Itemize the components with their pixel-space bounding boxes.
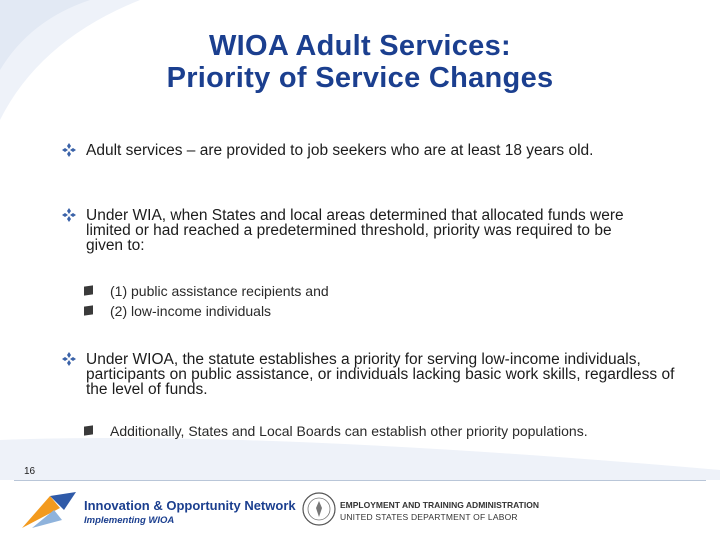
bullet-text: Under WIA, when States and local areas determined that allocated funds were limited or had reached a predetermined threshold, priority was required to be given to:	[86, 207, 624, 254]
square-icon	[84, 425, 93, 435]
sub-bullet-additional-priority	[84, 424, 644, 438]
network-name: Innovation & Opportunity Network	[84, 498, 296, 513]
sub-bullet-text: (2) low-income individuals	[110, 303, 272, 319]
bullet-under-wioa	[62, 352, 682, 397]
diamond-cluster-icon	[62, 208, 76, 222]
bullet-text: Under WIOA, the statute establishes a priority for serving low-income individuals, participants on public assistance, or individuals lacking basic work skills, regardless of the level of funds.	[86, 351, 675, 398]
title-line-2: Priority of Service Changes	[166, 62, 554, 94]
slide-title	[60, 30, 660, 94]
square-icon	[84, 285, 93, 295]
star-arrow-logo	[20, 490, 78, 530]
sub-bullet-public-assistance	[84, 284, 484, 298]
title-line-1: WIOA Adult Services:	[209, 30, 511, 62]
diamond-cluster-icon	[62, 352, 76, 366]
bullet-adult-services	[62, 143, 662, 158]
square-icon	[84, 305, 93, 315]
footer-divider	[14, 480, 706, 481]
bullet-text: Adult services – are provided to job seekers who are at least 18 years old.	[86, 142, 594, 159]
sub-bullet-low-income	[84, 304, 484, 318]
bullet-under-wia	[62, 208, 652, 253]
dol-line-2: UNITED STATES DEPARTMENT OF LABOR	[340, 512, 518, 522]
dol-seal-icon	[302, 492, 336, 526]
dol-line-1: EMPLOYMENT AND TRAINING ADMINISTRATION	[340, 500, 539, 510]
sub-bullet-text: Additionally, States and Local Boards can establish other priority populations.	[110, 423, 588, 439]
page-number: 16	[24, 466, 36, 477]
network-tagline: Implementing WIOA	[84, 515, 175, 526]
network-logo	[20, 488, 296, 532]
dol-text-block	[340, 500, 539, 522]
diamond-cluster-icon	[62, 143, 76, 157]
sub-bullet-text: (1) public assistance recipients and	[110, 283, 329, 299]
